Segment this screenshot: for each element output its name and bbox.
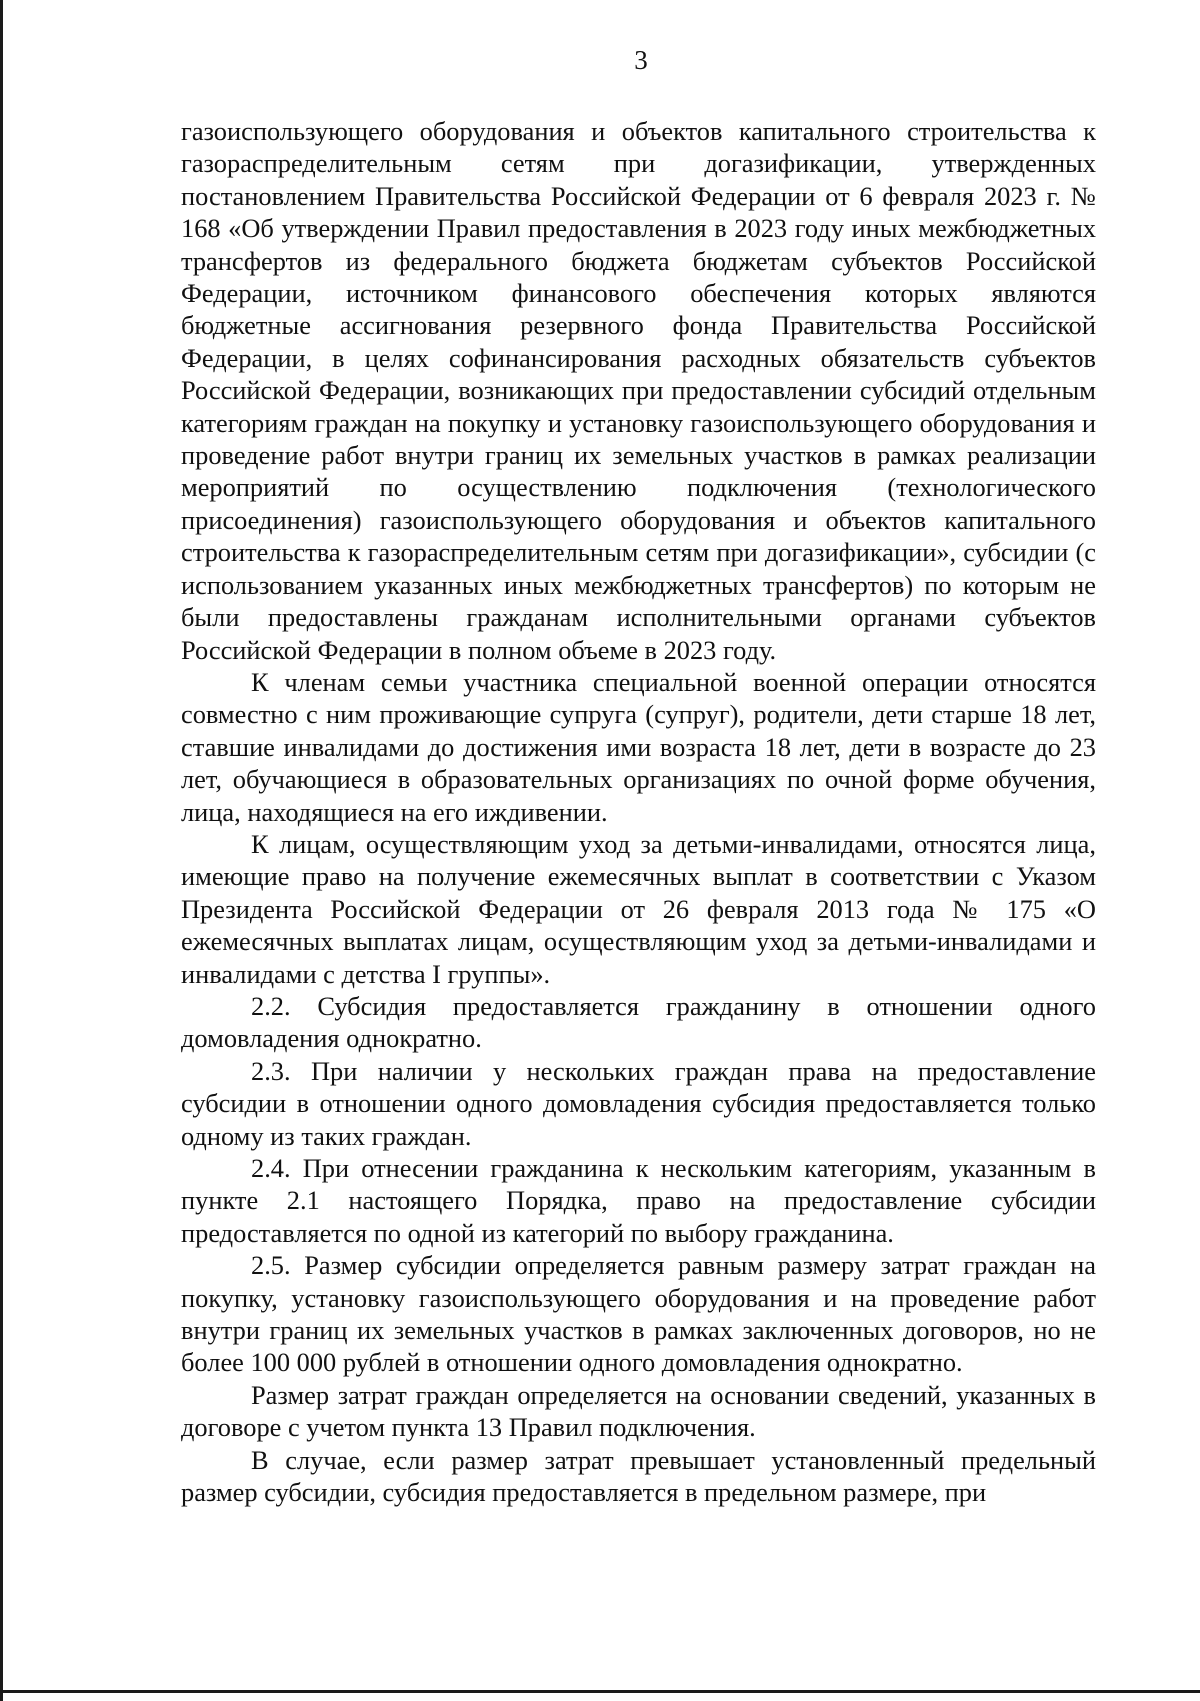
paragraph-cost-determination: Размер затрат граждан определяется на основании сведений, указанных в договоре с учетом пункта 13 Правил подключения. xyxy=(181,1379,1096,1443)
paragraph-2-3: 2.3. При наличии у нескольких граждан права на предоставление субсидии в отношении одного домовладения субсидия предоставляется только одному из таких граждан. xyxy=(181,1055,1096,1151)
page-number: 3 xyxy=(634,45,648,75)
document-body xyxy=(181,115,1096,1508)
paragraph-family-members: К членам семьи участника специальной военной операции относятся совместно с ним проживающие супруга (супруг), родители, дети старше 18 лет, ставшие инвалидами до достижения ими возраста 18 лет, дети в возрасте до 23 лет, обучающиеся в образовательных организациях по очной форме обучения, лица, находящиеся на его иждивении. xyxy=(181,666,1096,827)
scan-bottom-edge xyxy=(0,1690,1200,1693)
paragraph-2-5: 2.5. Размер субсидии определяется равным размеру затрат граждан на покупку, установку газоиспользующего оборудования и на проведение работ внутри границ их земельных участков в рамках заключенных договоров, но не более 100 000 рублей в отношении одного домовладения однократно. xyxy=(181,1250,1096,1378)
paragraph-2-2: 2.2. Субсидия предоставляется гражданину в отношении одного домовладения однократно. xyxy=(181,990,1096,1054)
paragraph-limit-exceeded: В случае, если размер затрат превышает установленный предельный размер субсидии, субсидия предоставляется в предельном размере, при xyxy=(181,1444,1096,1508)
paragraph-2-4: 2.4. При отнесении гражданина к нескольким категориям, указанным в пункте 2.1 настоящего Порядка, право на предоставление субсидии предоставляется по одной из категорий по выбору гражданина. xyxy=(181,1153,1096,1248)
scan-left-edge xyxy=(0,0,3,1701)
paragraph-caregivers: К лицам, осуществляющим уход за детьми-инвалидами, относятся лица, имеющие право на получение ежемесячных выплат в соответствии с Указом Президента Российской Федерации от 26 февраля 2013 года № 175 «О ежемесячных выплатах лицам, осуществляющим уход за детьми-инвалидами и инвалидами с детства I группы». xyxy=(181,828,1096,989)
paragraph-continuation: газоиспользующего оборудования и объектов капитального строительства к газораспределительным сетям при догазификации, утвержденных постановлением Правительства Российской Федерации от 6 февраля 2023 г. № 168 «Об утверждении Правил предоставления в 2023 году иных межбюджетных трансфертов из федерального бюджета бюджетам субъектов Российской Федерации, источником финансового обеспечения которых являются бюджетные ассигнования резервного фонда Правительства Российской Федерации, в целях софинансирования расходных обязательств субъектов Российской Федерации, возникающих при предоставлении субсидий отдельным категориям граждан на покупку и установку газоиспользующего оборудования и проведение работ внутри границ их земельных участков в рамках реализации мероприятий по осуществлению подключения (технологического присоединения) газоиспользующего оборудования и объектов капитального строительства к газораспределительным сетям при догазификации», субсидии (с использованием указанных иных межбюджетных трансфертов) по которым не были предоставлены гражданам исполнительными органами субъектов Российской Федерации в полном объеме в 2023 году. xyxy=(181,116,1096,665)
